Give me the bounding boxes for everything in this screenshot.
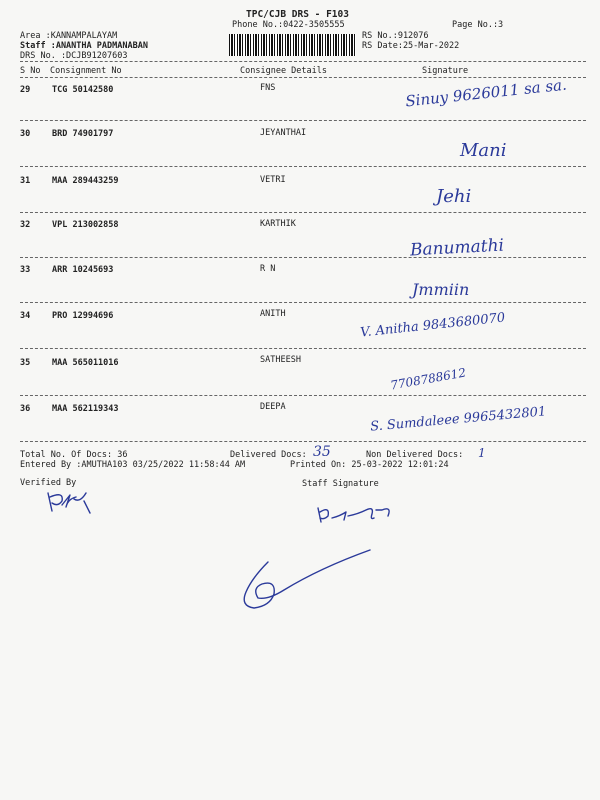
area-field: Area :KANNAMPALAYAM xyxy=(20,31,118,41)
row-consignee: KARTHIK xyxy=(260,219,296,229)
row-handwritten-signature: Jmmiin xyxy=(412,280,470,299)
row-sno: 34 xyxy=(20,311,31,321)
row-sno: 33 xyxy=(20,265,31,275)
row-sno: 29 xyxy=(20,85,31,95)
document-title: TPC/CJB DRS - F103 xyxy=(246,9,349,20)
row-consignment: MAA 565011016 xyxy=(52,358,119,368)
row-divider xyxy=(20,348,586,349)
row-handwritten-signature: Mani xyxy=(460,140,507,161)
column-header-consignment: Consignment No xyxy=(50,66,122,76)
phone-number: Phone No.:0422-3505555 xyxy=(232,20,345,30)
column-header-signature: Signature xyxy=(422,66,469,76)
drs-number: DRS No. :DCJB91207603 xyxy=(20,51,128,61)
verified-by-label: Verified By xyxy=(20,478,77,488)
header-divider xyxy=(20,61,586,62)
verified-by-signature xyxy=(40,485,100,525)
staff-field: Staff :ANANTHA PADMANABAN xyxy=(20,41,148,51)
row-divider xyxy=(20,302,586,303)
row-handwritten-signature: S. Sumdaleee 9965432801 xyxy=(369,404,547,435)
row-consignee: ANITH xyxy=(260,309,286,319)
row-consignee: DEEPA xyxy=(260,402,286,412)
row-consignment: MAA 289443259 xyxy=(52,176,119,186)
large-signature-scribble xyxy=(230,540,390,615)
rs-number: RS No.:912076 xyxy=(362,31,429,41)
row-consignment: PRO 12994696 xyxy=(52,311,114,321)
row-consignment: TCG 50142580 xyxy=(52,85,114,95)
page-number: Page No.:3 xyxy=(452,20,504,30)
row-consignee: R N xyxy=(260,264,276,274)
row-handwritten-signature: Jehi xyxy=(436,186,472,207)
row-sno: 32 xyxy=(20,220,31,230)
row-sno: 35 xyxy=(20,358,31,368)
row-handwritten-signature: Sinuy 9626011 sa sa. xyxy=(404,75,568,111)
rs-date: RS Date:25-Mar-2022 xyxy=(362,41,460,51)
row-handwritten-signature: V. Anitha 9843680070 xyxy=(359,310,506,341)
delivered-docs-label: Delivered Docs: xyxy=(230,450,307,460)
staff-signature-mark xyxy=(312,496,402,528)
column-header-sno: S No xyxy=(20,66,41,76)
row-handwritten-signature: Banumathi xyxy=(409,235,505,261)
row-divider xyxy=(20,166,586,167)
row-divider xyxy=(20,395,586,396)
row-consignee: FNS xyxy=(260,83,276,93)
delivered-docs-value: 35 xyxy=(313,444,331,460)
column-header-consignee: Consignee Details xyxy=(240,66,327,76)
total-docs: Total No. Of Docs: 36 xyxy=(20,450,128,460)
row-consignee: JEYANTHAI xyxy=(260,128,307,138)
row-divider xyxy=(20,212,586,213)
non-delivered-docs-label: Non Delivered Docs: xyxy=(366,450,464,460)
row-divider xyxy=(20,120,586,121)
row-sno: 31 xyxy=(20,176,31,186)
printed-on: Printed On: 25-03-2022 12:01:24 xyxy=(290,460,449,470)
column-header-divider xyxy=(20,77,586,78)
row-consignment: MAA 562119343 xyxy=(52,404,119,414)
row-divider xyxy=(20,257,586,258)
row-sno: 30 xyxy=(20,129,31,139)
entered-by: Entered By :AMUTHA103 03/25/2022 11:58:44 AM xyxy=(20,460,246,470)
row-consignment: ARR 10245693 xyxy=(52,265,114,275)
row-sno: 36 xyxy=(20,404,31,414)
row-consignee: SATHEESH xyxy=(260,355,301,365)
row-handwritten-signature: 7708788612 xyxy=(389,365,467,393)
row-consignment: BRD 74901797 xyxy=(52,129,114,139)
non-delivered-docs-value: 1 xyxy=(478,446,486,460)
row-consignment: VPL 213002858 xyxy=(52,220,119,230)
barcode-image xyxy=(229,34,356,56)
staff-signature-label: Staff Signature xyxy=(302,479,379,489)
row-divider xyxy=(20,441,586,442)
row-consignee: VETRI xyxy=(260,175,286,185)
